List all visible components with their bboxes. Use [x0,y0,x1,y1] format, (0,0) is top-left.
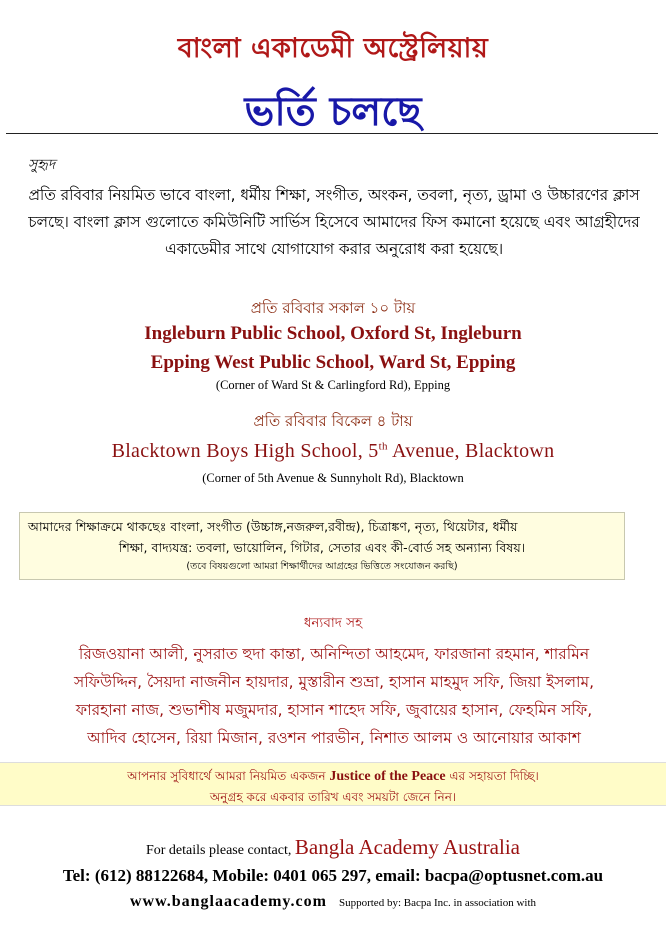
curriculum-line-1 [28,516,616,538]
curriculum-box [19,512,625,580]
justice-of-peace-notice [0,762,666,806]
venue-epping: Epping West Public School, Ward St, Epping [150,352,516,373]
thanks-heading: ধন্যবাদ সহ [303,615,363,631]
curriculum-subjects-1: বাংলা, সংগীত (উচ্চাঙ্গ,নজরুল,রবীন্দ্র), চিত্রাঙ্কণ, নৃত্য, থিয়েটার, ধর্মীয় [170,519,518,534]
justice-line-2: অনুগ্রহ করে একবার তারিখ এবং সময়টা জেনে নিন। [209,790,457,804]
greeting: সুহৃদ [28,157,56,173]
contact-prefix: For details please contact, [145,843,292,858]
justice-post: এর সহায়তা দিচ্ছি। [445,769,539,783]
venue-blacktown [0,440,666,463]
signatories-line: আদিব হোসেন, রিয়া মিজান, রওশন পারভীন, নিশাত আলম ও আনোয়ার আকাশ [87,729,581,747]
website-line [0,893,666,911]
intro-paragraph: প্রতি রবিবার নিয়মিত ভাবে বাংলা, ধর্মীয় শিক্ষা, সংগীত, অংকন, তবলা, নৃত্য, ড্রামা ও উচ্চারণের ক্লাস চলছে। বাংলা ক্লাস গুলোতে কমিউনিটি সার্ভিস হিসেবে আমাদের ফিস কমানো হয়েছে এবং আগ্রহীদের একাডেমীর সাথে যোগাযোগ করার অনুরোধ করা হয়েছে। [28,186,640,258]
venue-ingleburn: Ingleburn Public School, Oxford St, Ingleburn [144,323,522,344]
justice-pre: আপনার সুবিধার্থে আমরা নিয়মিত একজন [127,769,330,783]
contact-line [0,835,666,860]
venue-blacktown-post: Avenue, Blacktown [387,440,555,462]
venue-blacktown-pre: Blacktown Boys High School, 5 [111,440,379,462]
curriculum-label: আমাদের শিক্ষাক্রমে থাকছেঃ [28,519,167,534]
signatories-line: ফারহানা নাজ, শুভাশীষ মজুমদার, হাসান শাহেদ সফি, জুবায়ের হাসান, ফেহমিন সফি, [75,701,593,719]
signatories-line: সফিউদ্দিন, সৈয়দা নাজনীন হায়দার, মুস্তারীন শুভ্রা, হাসান মাহমুদ সফি, জিয়া ইসলাম, [73,673,595,691]
venue-epping-corner: (Corner of Ward St & Carlingford Rd), Epping [215,378,451,392]
afternoon-schedule-heading: প্রতি রবিবার বিকেল ৪ টায় [253,412,413,430]
curriculum-note: (তবে বিষয়গুলো আমরা শিক্ষার্থীদের আগ্রহের ভিত্তিতে সংযোজন করছি) [186,561,458,572]
contact-phones-email[interactable]: Tel: (612) 88122684, Mobile: 0401 065 297, email: bacpa@optusnet.com.au [62,866,604,885]
signatories-line: রিজওয়ানা আলী, নুসরাত হুদা কান্তা, অনিন্দিতা আহমেদ, ফারজানা রহমান, শারমিন [78,645,590,663]
justice-line-1 [0,766,666,787]
header-divider [6,133,658,134]
academy-title: বাংলা একাডেমী অস্ট্রেলিয়ায় [177,33,489,64]
organisation-name: Bangla Academy Australia [294,835,520,859]
curriculum-subjects-2: শিক্ষা, বাদ্যযন্ত্র: তবলা, ভায়োলিন, গিটার, সেতার এবং কী-বোর্ড সহ অন্যান্য বিষয়। [118,540,526,555]
admission-heading: ভর্তি চলছে [244,89,422,135]
venue-blacktown-sup: th [378,440,388,453]
signatories-list [24,640,644,752]
website-link[interactable]: www.banglaacademy.com [129,893,327,910]
supported-by: Supported by: Bacpa Inc. in association with [338,897,537,909]
venue-blacktown-corner: (Corner of 5th Avenue & Sunnyholt Rd), Blacktown [202,471,464,485]
justice-of-peace-label: Justice of the Peace [329,769,446,784]
morning-schedule-heading: প্রতি রবিবার সকাল ১০ টায় [250,299,416,317]
